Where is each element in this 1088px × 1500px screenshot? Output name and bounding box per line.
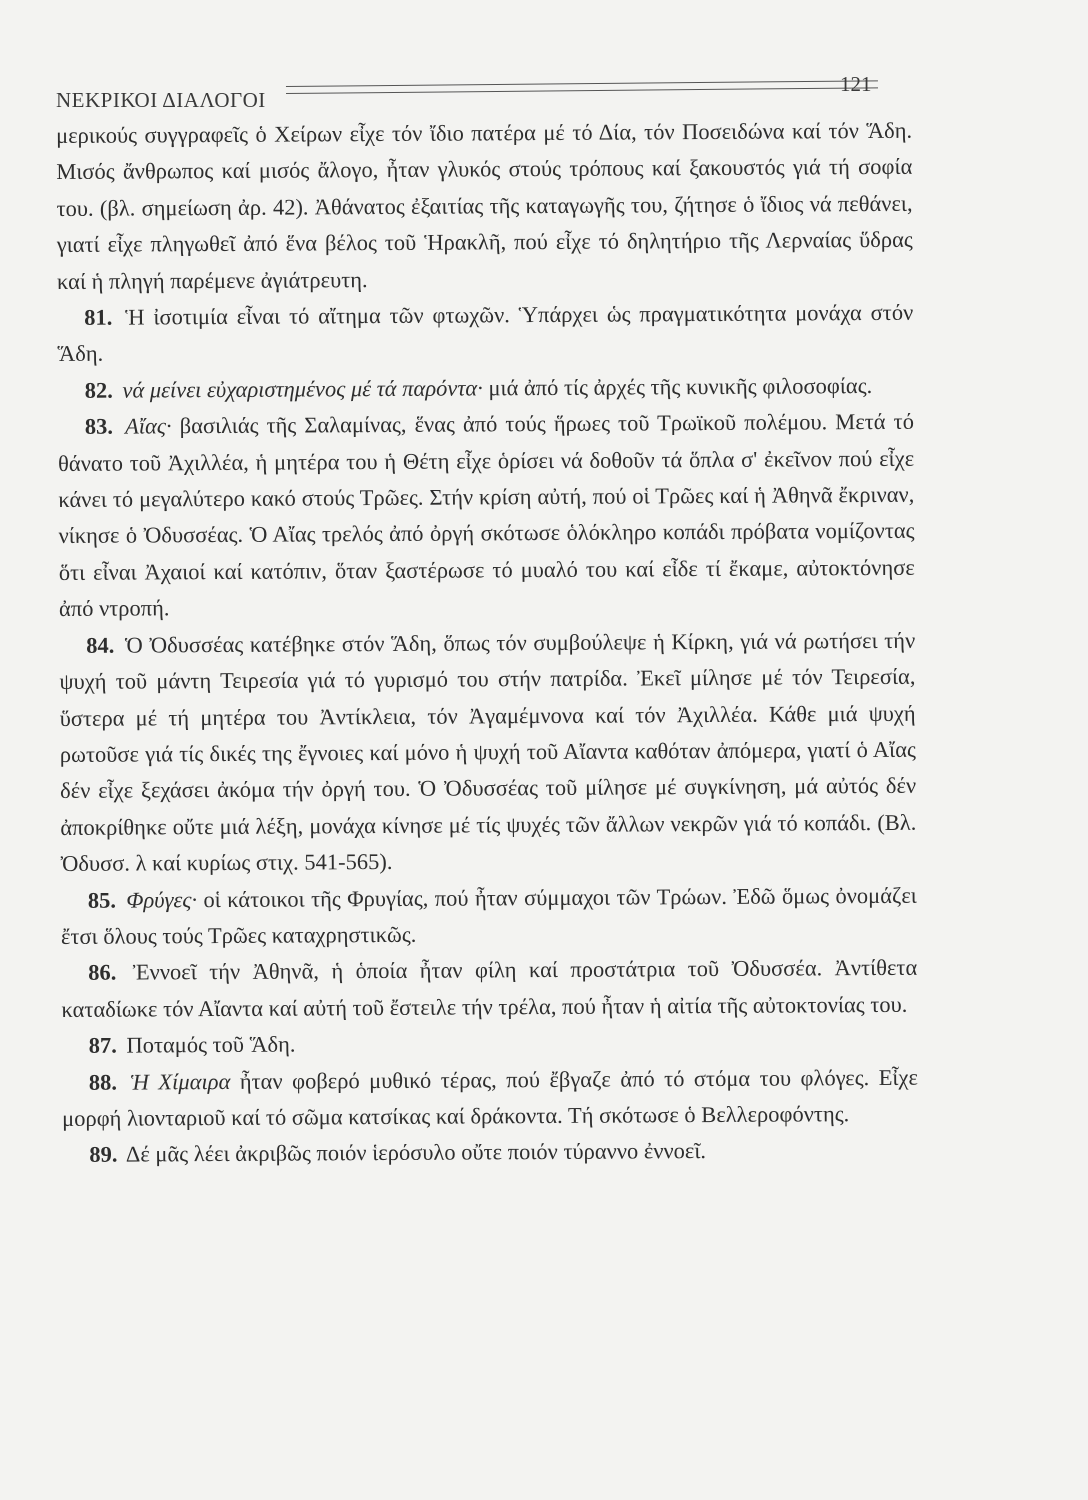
note-text: μιά ἀπό τίς ἀρχές τῆς κυνικῆς φιλοσοφίας. — [488, 372, 873, 401]
note-85 — [61, 877, 917, 955]
header-rule — [286, 80, 878, 94]
note-number: 88. — [88, 1069, 118, 1095]
note-86 — [61, 950, 917, 1028]
note-number: 81. — [84, 304, 113, 330]
note-text: Ποταμός τοῦ Ἅδη. — [126, 1031, 296, 1058]
note-text: Ἐννοεῖ τήν Ἀθηνᾶ, ἡ ὁποία ἦταν φίλη καί προστάτρια τοῦ Ὀδυσσέα. Ἀντίθετα καταδίωκε τόν Αἴαντα καί αὐτή τοῦ ἔστειλε τήν τρέλα, πού ἦταν ἡ αἰτία τῆς αὐτοκτονίας του. — [61, 955, 918, 1022]
note-text: Ὁ Ὀδυσσέας κατέβηκε στόν Ἅδη, ὅπως τόν συμβούλεψε ἡ Κίρκη, γιά νά ρωτήσει τήν ψυχή τοῦ μάντη Τειρεσία γιά τό γυρισμό του στήν πατρίδα. Ἐκεῖ μίλησε μέ τόν Τειρεσία, ὕστερα μέ τή μητέρα του Ἀντίκλεια, τόν Ἀγαμέμνονα καί τόν Ἀχιλλέα. Κάθε μιά ψυχή ρωτοῦσε γιά τίς δικές της ἔγνοιες καί μόνο ἡ ψυχή τοῦ Αἴαντα καθόταν ἀπόμερα, γιατί ὁ Αἴας δέν εἶχε ξεχάσει ἀκόμα τήν ὀργή του. Ὁ Ὀδυσσέας τοῦ μίλησε μέ συγκίνηση, μά αὐτός δέν ἀποκρίθηκε οὔτε μιά λέξη, μονάχα κίνησε μέ τίς ψυχές τῶν ἄλλων νεκρῶν γιά τό κοπάδι. (Βλ. Ὀδυσσ. λ καί κυρίως στιχ. 541-565). — [59, 627, 917, 877]
note-87 — [62, 1023, 918, 1065]
intro-paragraph: μερικούς συγγραφεῖς ὁ Χείρων εἶχε τόν ἴδιο πατέρα μέ τό Δία, τόν Ποσειδώνα καί τόν Ἅδη. Μισός ἄνθρωπος καί μισός ἄλογο, ἦταν γλυκός στούς τρόπους καί ξακουστός γιά τή σοφία του. (βλ. σημείωση ἀρ. 42). Ἀθάνατος ἐξαιτίας τῆς καταγωγῆς του, ζήτησε ὁ ἴδιος νά πεθάνει, γιατί εἶχε πληγωθεῖ ἀπό ἕνα βέλος τοῦ Ἡρακλῆ, πού εἶχε τό δηλητήριο τῆς Λερναίας ὕδρας καί ἡ πληγή παρέμενε ἀγιάτρευτη. — [56, 117, 913, 294]
note-89 — [62, 1132, 918, 1174]
note-lemma: νά μείνει εὐχαριστημένος μέ τά παρόντα· — [122, 375, 483, 403]
running-title: ΝΕΚΡΙΚΟΙ ΔΙΑΛΟΓΟΙ — [56, 88, 266, 112]
note-number: 85. — [87, 887, 116, 913]
running-header — [56, 70, 876, 110]
note-text: βασιλιάς τῆς Σαλαμίνας, ἕνας ἀπό τούς ἥρωες τοῦ Τρωϊκοῦ πολέμου. Μετά τό θάνατο τοῦ Ἀχιλλέα, ἡ μητέρα του ἡ Θέτη εἶχε ὁρίσει νά δοθοῦν τά ὅπλα σ' ἐκεῖνον πού εἶχε κάνει τό μεγαλύτερο κακό στούς Τρῶες. Στήν κρίση αὐτή, πού οἱ Τρῶες καί ἡ Ἀθηνᾶ ἔκριναν, νίκησε ὁ Ὀδυσσέας. Ὁ Αἴας τρελός ἀπό ὀργή σκότωσε ὁλόκληρο κοπάδι πρόβατα νομίζοντας ὅτι εἶναι Ἀχαιοί καί κατόπιν, ὅταν ξαστέρωσε τό μυαλό του καί εἶδε τί ἔκαμε, αὐτοκτόνησε ἀπό ντροπή. — [58, 409, 915, 622]
note-number: 83. — [84, 413, 114, 440]
note-82 — [58, 368, 914, 410]
note-number: 84. — [86, 632, 115, 658]
note-88 — [62, 1059, 918, 1137]
note-number: 89. — [89, 1142, 118, 1168]
note-text: Δέ μᾶς λέει ἀκριβῶς ποιόν ἱερόσυλο οὔτε ποιόν τύραννο ἐννοεῖ. — [125, 1138, 707, 1167]
note-text: ἦταν φοβερό μυθικό τέρας, πού ἔβγαζε ἀπό τό στόμα του φλόγες. Εἶχε μορφή λιονταριοῦ καί τό σῶμα κατσίκας καί δράκοντα. Τή σκότωσε ὁ Βελλεροφόντης. — [62, 1064, 918, 1131]
note-lemma: Φρύγες· — [126, 886, 198, 913]
note-text: Ἡ ἰσοτιμία εἶναι τό αἴτημα τῶν φτωχῶν. Ὑπάρχει ὡς πραγματικότητα μονάχα στόν Ἅδη. — [57, 299, 914, 367]
note-lemma: Ἡ Χίμαιρα — [130, 1068, 231, 1095]
note-83 — [58, 404, 915, 628]
note-lemma: Αἴας· — [124, 413, 172, 439]
note-number: 87. — [88, 1032, 117, 1058]
note-84 — [59, 622, 917, 882]
note-81 — [57, 295, 913, 373]
endnotes-text — [56, 113, 918, 1174]
note-number: 86. — [88, 959, 117, 986]
note-text: οἱ κάτοικοι τῆς Φρυγίας, πού ἦταν σύμμαχοι τῶν Τρώων. Ἐδῶ ὅμως ὀνομάζει ἔτσι ὅλους τούς Τρῶες καταχρηστικῶς. — [60, 882, 917, 949]
note-number: 82. — [84, 377, 113, 403]
page-number: 121 — [840, 72, 872, 96]
